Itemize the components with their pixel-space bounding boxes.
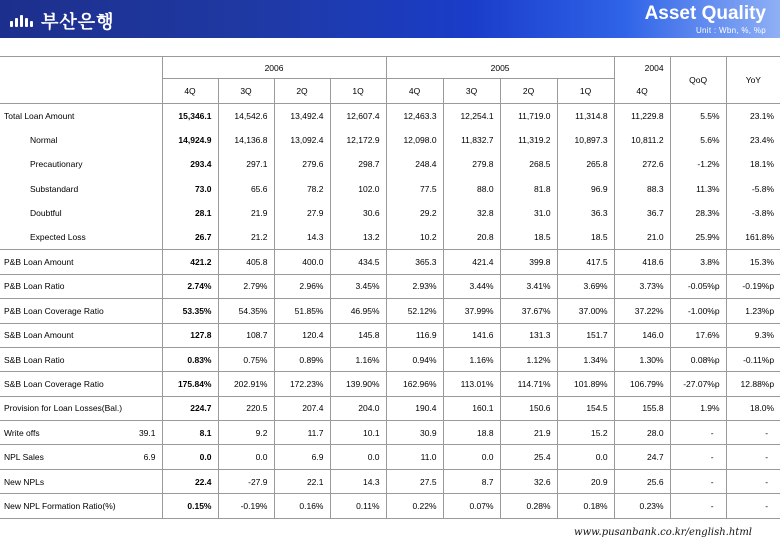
yoy-cell: 23.4%	[726, 128, 780, 152]
qoq-cell: 28.3%	[670, 201, 726, 225]
row-label: Normal	[30, 135, 58, 146]
row-label: Expected Loss	[30, 232, 86, 243]
value-cell: 421.2	[162, 250, 218, 274]
value-cell: 102.0	[330, 177, 386, 201]
table-row	[0, 225, 780, 249]
quarter-header-2006: 3Q	[218, 79, 274, 104]
value-cell: 113.01%	[443, 372, 500, 396]
yoy-cell: -0.19%p	[726, 274, 780, 298]
value-cell: 207.4	[274, 396, 330, 420]
row-label: New NPLs	[0, 469, 162, 493]
yoy-header: YoY	[726, 57, 780, 104]
value-cell: 1.16%	[330, 347, 386, 371]
quarter-header-2004: 4Q	[614, 79, 670, 104]
value-cell: 88.0	[443, 177, 500, 201]
value-cell: 52.12%	[386, 299, 443, 323]
table-row	[0, 494, 780, 518]
value-cell: 0.0	[162, 445, 218, 469]
row-label: P&B Loan Ratio	[0, 274, 162, 298]
value-cell: 88.3	[614, 177, 670, 201]
value-cell: 0.07%	[443, 494, 500, 518]
value-cell: 145.8	[330, 323, 386, 347]
bank-logo-icon	[10, 15, 33, 27]
value-cell: 2.74%	[162, 274, 218, 298]
value-cell: 9.2	[218, 421, 274, 445]
value-cell: 53.35%	[162, 299, 218, 323]
yoy-cell: -	[726, 494, 780, 518]
row-label: P&B Loan Coverage Ratio	[0, 299, 162, 323]
value-cell: 73.0	[162, 177, 218, 201]
value-cell: 10,811.2	[614, 128, 670, 152]
qoq-cell: -	[670, 421, 726, 445]
table-row	[0, 396, 780, 420]
quarter-header-2005: 1Q	[557, 79, 614, 104]
value-cell: 108.7	[218, 323, 274, 347]
value-cell: 0.22%	[386, 494, 443, 518]
value-cell: 0.0	[443, 445, 500, 469]
value-cell: 37.00%	[557, 299, 614, 323]
row-label: Provision for Loan Losses(Bal.)	[0, 396, 162, 420]
value-cell: 175.84%	[162, 372, 218, 396]
table-body	[0, 104, 780, 519]
qoq-cell: -1.00%p	[670, 299, 726, 323]
value-cell: 46.95%	[330, 299, 386, 323]
table-row	[0, 152, 780, 176]
value-cell: 172.23%	[274, 372, 330, 396]
value-cell: 12,463.3	[386, 104, 443, 128]
value-cell: 3.45%	[330, 274, 386, 298]
qoq-cell: -1.2%	[670, 152, 726, 176]
value-cell: 3.41%	[500, 274, 557, 298]
value-cell: 162.96%	[386, 372, 443, 396]
value-cell: 15,346.1	[162, 104, 218, 128]
value-cell: 106.79%	[614, 372, 670, 396]
value-cell: 21.0	[614, 225, 670, 249]
row-label: New NPL Formation Ratio(%)	[0, 494, 162, 518]
table-row	[0, 347, 780, 371]
value-cell: 434.5	[330, 250, 386, 274]
yoy-cell: -	[726, 421, 780, 445]
table-row	[0, 469, 780, 493]
value-cell: 154.5	[557, 396, 614, 420]
qoq-header: QoQ	[670, 57, 726, 104]
value-cell: 116.9	[386, 323, 443, 347]
row-label: NPL Sales	[0, 445, 100, 469]
value-cell: 272.6	[614, 152, 670, 176]
row-label: S&B Loan Ratio	[0, 347, 162, 371]
qoq-cell: -	[670, 469, 726, 493]
value-cell: 3.73%	[614, 274, 670, 298]
value-cell: 155.8	[614, 396, 670, 420]
qoq-cell: 1.9%	[670, 396, 726, 420]
quarter-header-2005: 2Q	[500, 79, 557, 104]
value-cell: 15.2	[557, 421, 614, 445]
value-cell: 20.9	[557, 469, 614, 493]
row-label: P&B Loan Amount	[0, 250, 162, 274]
yoy-cell: 12.88%p	[726, 372, 780, 396]
value-cell: 11.7	[274, 421, 330, 445]
value-cell: 139.90%	[330, 372, 386, 396]
qoq-cell: -	[670, 494, 726, 518]
value-cell: 160.1	[443, 396, 500, 420]
value-cell: 54.35%	[218, 299, 274, 323]
value-cell: 131.3	[500, 323, 557, 347]
value-cell: 8.7	[443, 469, 500, 493]
value-cell: 0.0	[557, 445, 614, 469]
value-cell: 12,607.4	[330, 104, 386, 128]
value-cell: 365.3	[386, 250, 443, 274]
year-2005-header: 2005	[386, 57, 614, 79]
value-cell: 11.0	[386, 445, 443, 469]
value-cell: 12,172.9	[330, 128, 386, 152]
value-cell: 150.6	[500, 396, 557, 420]
bank-logo	[10, 8, 115, 34]
value-cell: 37.22%	[614, 299, 670, 323]
qoq-cell: 11.3%	[670, 177, 726, 201]
value-cell: 0.94%	[386, 347, 443, 371]
value-cell: 21.9	[218, 201, 274, 225]
value-cell: 13,492.4	[274, 104, 330, 128]
value-cell: 27.9	[274, 201, 330, 225]
value-cell: 0.15%	[162, 494, 218, 518]
value-cell: 11,832.7	[443, 128, 500, 152]
yoy-cell: -3.8%	[726, 201, 780, 225]
value-cell: 28.0	[614, 421, 670, 445]
value-cell: 10,897.3	[557, 128, 614, 152]
row-label: Doubtful	[30, 208, 62, 219]
yoy-cell: -	[726, 469, 780, 493]
yoy-cell: 18.1%	[726, 152, 780, 176]
page-title: Asset Quality	[644, 3, 766, 24]
value-cell: 36.3	[557, 201, 614, 225]
value-cell: 417.5	[557, 250, 614, 274]
value-cell: 29.2	[386, 201, 443, 225]
yoy-cell: 9.3%	[726, 323, 780, 347]
value-cell: 0.83%	[162, 347, 218, 371]
value-cell: 421.4	[443, 250, 500, 274]
value-cell: 96.9	[557, 177, 614, 201]
qoq-cell: 5.6%	[670, 128, 726, 152]
value-cell: 0.0	[330, 445, 386, 469]
side-value-cell: 6.9	[100, 445, 162, 469]
value-cell: 0.23%	[614, 494, 670, 518]
value-cell: 279.8	[443, 152, 500, 176]
footer-url: www.pusanbank.co.kr/english.html	[574, 527, 752, 538]
row-label: S&B Loan Coverage Ratio	[0, 372, 162, 396]
value-cell: 298.7	[330, 152, 386, 176]
value-cell: 25.4	[500, 445, 557, 469]
table-row	[0, 250, 780, 274]
value-cell: 3.69%	[557, 274, 614, 298]
table-row	[0, 445, 780, 469]
value-cell: 151.7	[557, 323, 614, 347]
value-cell: 14,542.6	[218, 104, 274, 128]
title-banner	[0, 0, 780, 38]
qoq-cell: 25.9%	[670, 225, 726, 249]
value-cell: 32.8	[443, 201, 500, 225]
value-cell: 22.4	[162, 469, 218, 493]
row-label: S&B Loan Amount	[0, 323, 162, 347]
value-cell: 10.1	[330, 421, 386, 445]
value-cell: 11,229.8	[614, 104, 670, 128]
value-cell: 77.5	[386, 177, 443, 201]
value-cell: 1.12%	[500, 347, 557, 371]
value-cell: -27.9	[218, 469, 274, 493]
table-row	[0, 274, 780, 298]
value-cell: 2.96%	[274, 274, 330, 298]
table-row	[0, 372, 780, 396]
value-cell: 27.5	[386, 469, 443, 493]
value-cell: 265.8	[557, 152, 614, 176]
value-cell: 127.8	[162, 323, 218, 347]
value-cell: 0.11%	[330, 494, 386, 518]
qoq-cell: -	[670, 445, 726, 469]
value-cell: 22.1	[274, 469, 330, 493]
value-cell: 26.7	[162, 225, 218, 249]
value-cell: 220.5	[218, 396, 274, 420]
value-cell: 37.67%	[500, 299, 557, 323]
row-label: Precautionary	[30, 159, 83, 170]
table-row	[0, 104, 780, 128]
value-cell: 32.6	[500, 469, 557, 493]
value-cell: 3.44%	[443, 274, 500, 298]
value-cell: 2.79%	[218, 274, 274, 298]
value-cell: 12,098.0	[386, 128, 443, 152]
table-row	[0, 323, 780, 347]
qoq-cell: 0.08%p	[670, 347, 726, 371]
value-cell: 268.5	[500, 152, 557, 176]
yoy-cell: 18.0%	[726, 396, 780, 420]
yoy-cell: -0.11%p	[726, 347, 780, 371]
value-cell: 0.28%	[500, 494, 557, 518]
yoy-cell: 15.3%	[726, 250, 780, 274]
value-cell: 10.2	[386, 225, 443, 249]
qoq-cell: -0.05%p	[670, 274, 726, 298]
value-cell: 204.0	[330, 396, 386, 420]
quarter-header-2006: 2Q	[274, 79, 330, 104]
value-cell: 14,924.9	[162, 128, 218, 152]
value-cell: 25.6	[614, 469, 670, 493]
yoy-cell: -	[726, 445, 780, 469]
value-cell: 1.16%	[443, 347, 500, 371]
value-cell: 399.8	[500, 250, 557, 274]
value-cell: 248.4	[386, 152, 443, 176]
value-cell: 21.9	[500, 421, 557, 445]
quarter-header-2006: 4Q	[162, 79, 218, 104]
value-cell: 18.5	[500, 225, 557, 249]
value-cell: 11,314.8	[557, 104, 614, 128]
yoy-cell: 1.23%p	[726, 299, 780, 323]
value-cell: 0.75%	[218, 347, 274, 371]
value-cell: 78.2	[274, 177, 330, 201]
value-cell: 18.5	[557, 225, 614, 249]
value-cell: 146.0	[614, 323, 670, 347]
value-cell: 11,319.2	[500, 128, 557, 152]
table-row	[0, 421, 780, 445]
value-cell: 11,719.0	[500, 104, 557, 128]
value-cell: 65.6	[218, 177, 274, 201]
value-cell: 418.6	[614, 250, 670, 274]
value-cell: 0.0	[218, 445, 274, 469]
value-cell: 141.6	[443, 323, 500, 347]
value-cell: 21.2	[218, 225, 274, 249]
value-cell: 31.0	[500, 201, 557, 225]
row-label: Substandard	[30, 183, 79, 194]
quarter-header-2005: 4Q	[386, 79, 443, 104]
value-cell: 12,254.1	[443, 104, 500, 128]
value-cell: 28.1	[162, 201, 218, 225]
value-cell: 8.1	[162, 421, 218, 445]
value-cell: 20.8	[443, 225, 500, 249]
row-label: Total Loan Amount	[0, 104, 162, 128]
value-cell: 101.89%	[557, 372, 614, 396]
bank-name: 부산은행	[41, 12, 115, 33]
year-2004-header: 2004	[614, 57, 670, 79]
qoq-cell: 5.5%	[670, 104, 726, 128]
value-cell: 1.30%	[614, 347, 670, 371]
value-cell: 14.3	[274, 225, 330, 249]
value-cell: 37.99%	[443, 299, 500, 323]
value-cell: 279.6	[274, 152, 330, 176]
value-cell: 120.4	[274, 323, 330, 347]
value-cell: 6.9	[274, 445, 330, 469]
qoq-cell: -27.07%p	[670, 372, 726, 396]
value-cell: 297.1	[218, 152, 274, 176]
value-cell: 190.4	[386, 396, 443, 420]
value-cell: 202.91%	[218, 372, 274, 396]
value-cell: 14,136.8	[218, 128, 274, 152]
value-cell: 0.16%	[274, 494, 330, 518]
value-cell: 114.71%	[500, 372, 557, 396]
qoq-cell: 3.8%	[670, 250, 726, 274]
value-cell: 13.2	[330, 225, 386, 249]
yoy-cell: 23.1%	[726, 104, 780, 128]
quarter-header-2005: 3Q	[443, 79, 500, 104]
value-cell: 14.3	[330, 469, 386, 493]
value-cell: 0.89%	[274, 347, 330, 371]
value-cell: 224.7	[162, 396, 218, 420]
value-cell: 30.9	[386, 421, 443, 445]
value-cell: 293.4	[162, 152, 218, 176]
quarter-header-2006: 1Q	[330, 79, 386, 104]
table-row	[0, 128, 780, 152]
qoq-cell: 17.6%	[670, 323, 726, 347]
table-row	[0, 299, 780, 323]
value-cell: 24.7	[614, 445, 670, 469]
side-value-cell: 39.1	[100, 421, 162, 445]
value-cell: 51.85%	[274, 299, 330, 323]
value-cell: 36.7	[614, 201, 670, 225]
value-cell: 13,092.4	[274, 128, 330, 152]
value-cell: 81.8	[500, 177, 557, 201]
value-cell: 18.8	[443, 421, 500, 445]
value-cell: 1.34%	[557, 347, 614, 371]
value-cell: -0.19%	[218, 494, 274, 518]
value-cell: 2.93%	[386, 274, 443, 298]
asset-quality-table	[0, 56, 780, 519]
yoy-cell: 161.8%	[726, 225, 780, 249]
table-row	[0, 201, 780, 225]
header-corner	[0, 57, 162, 104]
row-label: Write offs	[0, 421, 100, 445]
year-2006-header: 2006	[162, 57, 386, 79]
value-cell: 30.6	[330, 201, 386, 225]
value-cell: 400.0	[274, 250, 330, 274]
table-row	[0, 177, 780, 201]
yoy-cell: -5.8%	[726, 177, 780, 201]
unit-label: Unit : Wbn, %, %p	[695, 26, 766, 35]
value-cell: 0.18%	[557, 494, 614, 518]
value-cell: 405.8	[218, 250, 274, 274]
